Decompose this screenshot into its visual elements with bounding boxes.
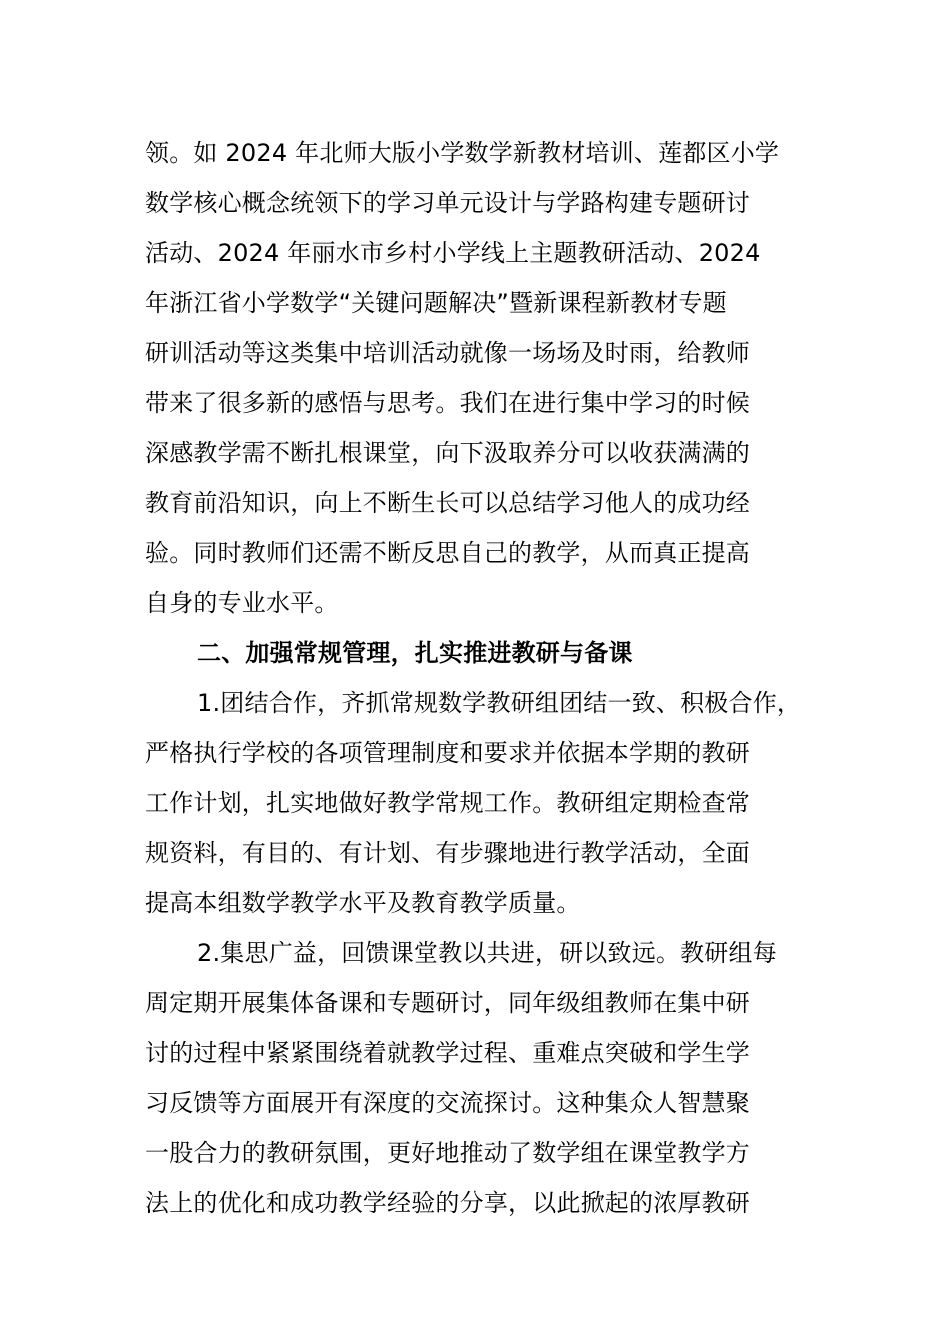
text-line: 严格执行学校的各项管理制度和要求并依据本学期的教研 xyxy=(145,739,750,767)
text-line: 讨的过程中紧紧围绕着就教学过程、重难点突破和学生学 xyxy=(145,1039,750,1067)
text-line: 自身的专业水平。 xyxy=(145,589,339,617)
text-line: 领。如 2024 年北师大版小学数学新教材培训、莲都区小学 xyxy=(145,139,780,167)
text-line: 规资料，有目的、有计划、有步骤地进行教学活动，全面 xyxy=(145,839,750,867)
text-line: 法上的优化和成功教学经验的分享，以此掀起的浓厚教研 xyxy=(145,1189,750,1217)
text-line: 周定期开展集体备课和专题研讨，同年级组教师在集中研 xyxy=(145,989,750,1017)
text-line: 深感教学需不断扎根课堂，向下汲取养分可以收获满满的 xyxy=(145,439,750,467)
paragraph-first-line: 2.集思广益，回馈课堂教以共进，研以致远。教研组每 xyxy=(197,939,777,967)
text-line: 带来了很多新的感悟与思考。我们在进行集中学习的时候 xyxy=(145,389,750,417)
text-line: 研训活动等这类集中培训活动就像一场场及时雨，给教师 xyxy=(145,339,750,367)
section-heading: 二、加强常规管理，扎实推进教研与备课 xyxy=(197,639,633,667)
body-text xyxy=(145,128,825,1228)
text-line: 活动、2024 年丽水市乡村小学线上主题教研活动、2024 xyxy=(145,239,761,267)
text-line: 一股合力的教研氛围，更好地推动了数学组在课堂教学方 xyxy=(145,1139,750,1167)
text-line: 教育前沿知识，向上不断生长可以总结学习他人的成功经 xyxy=(145,489,750,517)
text-line: 习反馈等方面展开有深度的交流探讨。这种集众人智慧聚 xyxy=(145,1089,750,1117)
paragraph-first-line: 1.团结合作，齐抓常规数学教研组团结一致、积极合作， xyxy=(197,689,802,717)
text-line: 工作计划，扎实地做好教学常规工作。教研组定期检查常 xyxy=(145,789,750,817)
text-line: 验。同时教师们还需不断反思自己的教学，从而真正提高 xyxy=(145,539,750,567)
text-line: 年浙江省小学数学“关键问题解决”暨新课程新教材专题 xyxy=(145,289,727,317)
text-line: 提高本组数学教学水平及教育教学质量。 xyxy=(145,889,581,917)
text-line: 数学核心概念统领下的学习单元设计与学路构建专题研讨 xyxy=(145,189,750,217)
